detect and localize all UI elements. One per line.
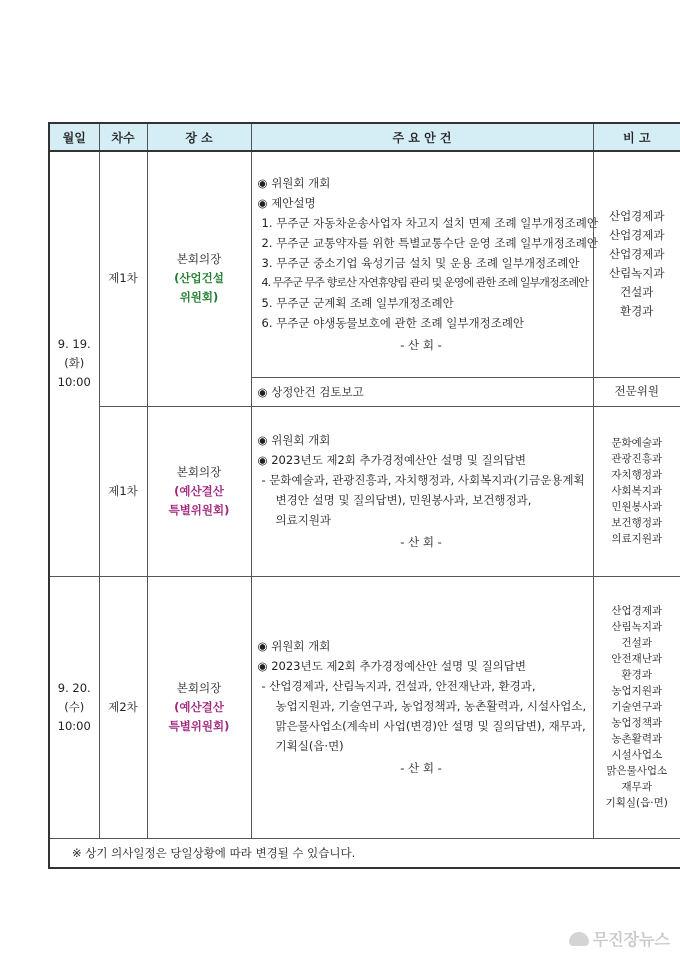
place-cell (147, 151, 251, 406)
note-item: 환경과 (620, 304, 654, 319)
agenda-item: ◉ 위원회 개회 (257, 176, 331, 191)
header-round: 차수 (99, 123, 147, 151)
note-item: 사회복지과 (611, 485, 663, 497)
time-text: 10:00 (57, 718, 91, 733)
note-item: 관광진흥과 (611, 453, 663, 465)
agenda-item: ◉ 2023년도 제2회 추가경정예산안 설명 및 질의답변 (257, 453, 527, 467)
note-item: 농업지원과 (611, 685, 663, 697)
schedule-table (48, 122, 680, 869)
agenda-item: 4. 무주군 무주 향로산 자연휴양림 관리 및 운영에 관한 조례 일부개정조례안 (261, 276, 588, 290)
agenda-item: - 문화예술과, 관광진흥과, 자치행정과, 사회복지과(기금운용계획 (261, 473, 585, 487)
agenda-cell (251, 576, 593, 838)
notes-cell: 전문위원 (593, 377, 680, 406)
agenda-item: 기획실(읍·면) (275, 739, 344, 753)
agenda-item: 맑은물사업소(계속비 사업(변경)안 설명 및 질의답변), 재무과, (275, 719, 586, 733)
date-text: 9. 20. (57, 680, 91, 695)
agenda-item: 변경안 설명 및 질의답변), 민원봉사과, 보건행정과, (275, 493, 532, 507)
place-cell (147, 576, 251, 838)
adjourn-text: - 산 회 - (400, 338, 442, 353)
note-item: 농촌활력과 (611, 733, 663, 745)
note-item: 산업경제과 (608, 228, 665, 243)
note-item: 건설과 (621, 637, 652, 649)
note-item: 기획실(읍·면) (605, 797, 668, 809)
committee-name: (산업건설 (174, 271, 224, 286)
time-text: 10:00 (57, 375, 91, 390)
round-cell: 제1차 (99, 151, 147, 406)
committee-name: 위원회) (179, 290, 219, 305)
agenda-item: 5. 무주군 군계획 조례 일부개정조례안 (261, 296, 454, 311)
note-item: 문화예술과 (611, 437, 663, 449)
table-row (49, 406, 680, 576)
round-cell: 제2차 (99, 576, 147, 838)
note-item: 민원봉사과 (611, 501, 663, 513)
date-cell-0920 (49, 576, 99, 838)
round-cell: 제1차 (99, 406, 147, 576)
note-item: 산림녹지과 (608, 266, 665, 281)
agenda-cell (251, 151, 599, 377)
footer-row (49, 838, 680, 868)
watermark-text: 무진장뉴스 (592, 930, 670, 949)
agenda-item: 농업지원과, 기술연구과, 농업정책과, 농촌활력과, 시설사업소, (275, 699, 587, 713)
note-item: 산업경제과 (608, 209, 665, 224)
note-item: 의료지원과 (611, 533, 663, 545)
table-row (49, 576, 680, 838)
header-date: 월일 (49, 123, 99, 151)
agenda-item: 의료지원과 (275, 513, 332, 527)
notes-cell (593, 406, 680, 576)
date-cell-0919 (49, 151, 99, 576)
note-item: 산업경제과 (611, 605, 663, 617)
committee-name: 특별위원회) (168, 502, 230, 517)
place-name: 본회의장 (176, 252, 222, 267)
header-row (49, 123, 680, 151)
header-agenda: 주 요 안 건 (251, 123, 593, 151)
agenda-item: ◉ 위원회 개회 (257, 639, 331, 653)
adjourn-text: - 산 회 - (400, 535, 442, 549)
agenda-item: 6. 무주군 야생동물보호에 관한 조례 일부개정조례안 (261, 316, 525, 331)
place-name: 본회의장 (176, 464, 222, 479)
header-place: 장 소 (147, 123, 251, 151)
note-item: 기술연구과 (611, 701, 663, 713)
note-item: 보건행정과 (611, 517, 663, 529)
weekday-text: (수) (64, 699, 85, 714)
adjourn-text: - 산 회 - (400, 761, 442, 775)
table-row (49, 151, 680, 377)
agenda-item: ◉ 제안설명 (257, 196, 316, 211)
place-name: 본회의장 (176, 680, 222, 695)
note-item: 농업정책과 (611, 717, 663, 729)
agenda-item: ◉ 위원회 개회 (257, 433, 331, 447)
place-cell (147, 406, 251, 576)
committee-name: (예산결산 (174, 483, 224, 498)
note-item: 안전재난과 (611, 653, 663, 665)
note-item: 건설과 (620, 285, 654, 300)
cloud-logo-icon (569, 932, 589, 946)
agenda-item: ◉ 2023년도 제2회 추가경정예산안 설명 및 질의답변 (257, 659, 527, 673)
note-item: 산림녹지과 (611, 621, 663, 633)
watermark (569, 927, 670, 950)
notes-cell (593, 576, 680, 838)
note-item: 자치행정과 (611, 469, 663, 481)
note-item: 재무과 (621, 781, 652, 793)
note-item: 맑은물사업소 (606, 765, 668, 777)
note-item: 산업경제과 (608, 247, 665, 262)
agenda-item: ◉ 상정안건 검토보고 (257, 384, 364, 399)
committee-name: (예산결산 (174, 699, 224, 714)
notes-cell (593, 151, 680, 377)
agenda-cell (251, 377, 593, 406)
agenda-item: 3. 무주군 중소기업 육성기금 설치 및 운용 조례 일부개정조례안 (261, 256, 580, 271)
note-item: 시설사업소 (611, 749, 663, 761)
committee-name: 특별위원회) (168, 718, 230, 733)
agenda-cell (251, 406, 593, 576)
header-notes: 비 고 (593, 123, 680, 151)
agenda-item: 1. 무주군 자동차운송사업자 차고지 설치 면제 조례 일부개정조례안 (261, 216, 599, 231)
agenda-item: - 산업경제과, 산림녹지과, 건설과, 안전재난과, 환경과, (261, 679, 536, 693)
note-item: 환경과 (621, 669, 652, 681)
weekday-text: (화) (64, 356, 85, 371)
footer-note: ※ 상기 의사일정은 당일상황에 따라 변경될 수 있습니다. (49, 838, 680, 868)
date-text: 9. 19. (57, 337, 91, 352)
agenda-item: 2. 무주군 교통약자를 위한 특별교통수단 운영 조례 일부개정조례안 (261, 236, 599, 251)
